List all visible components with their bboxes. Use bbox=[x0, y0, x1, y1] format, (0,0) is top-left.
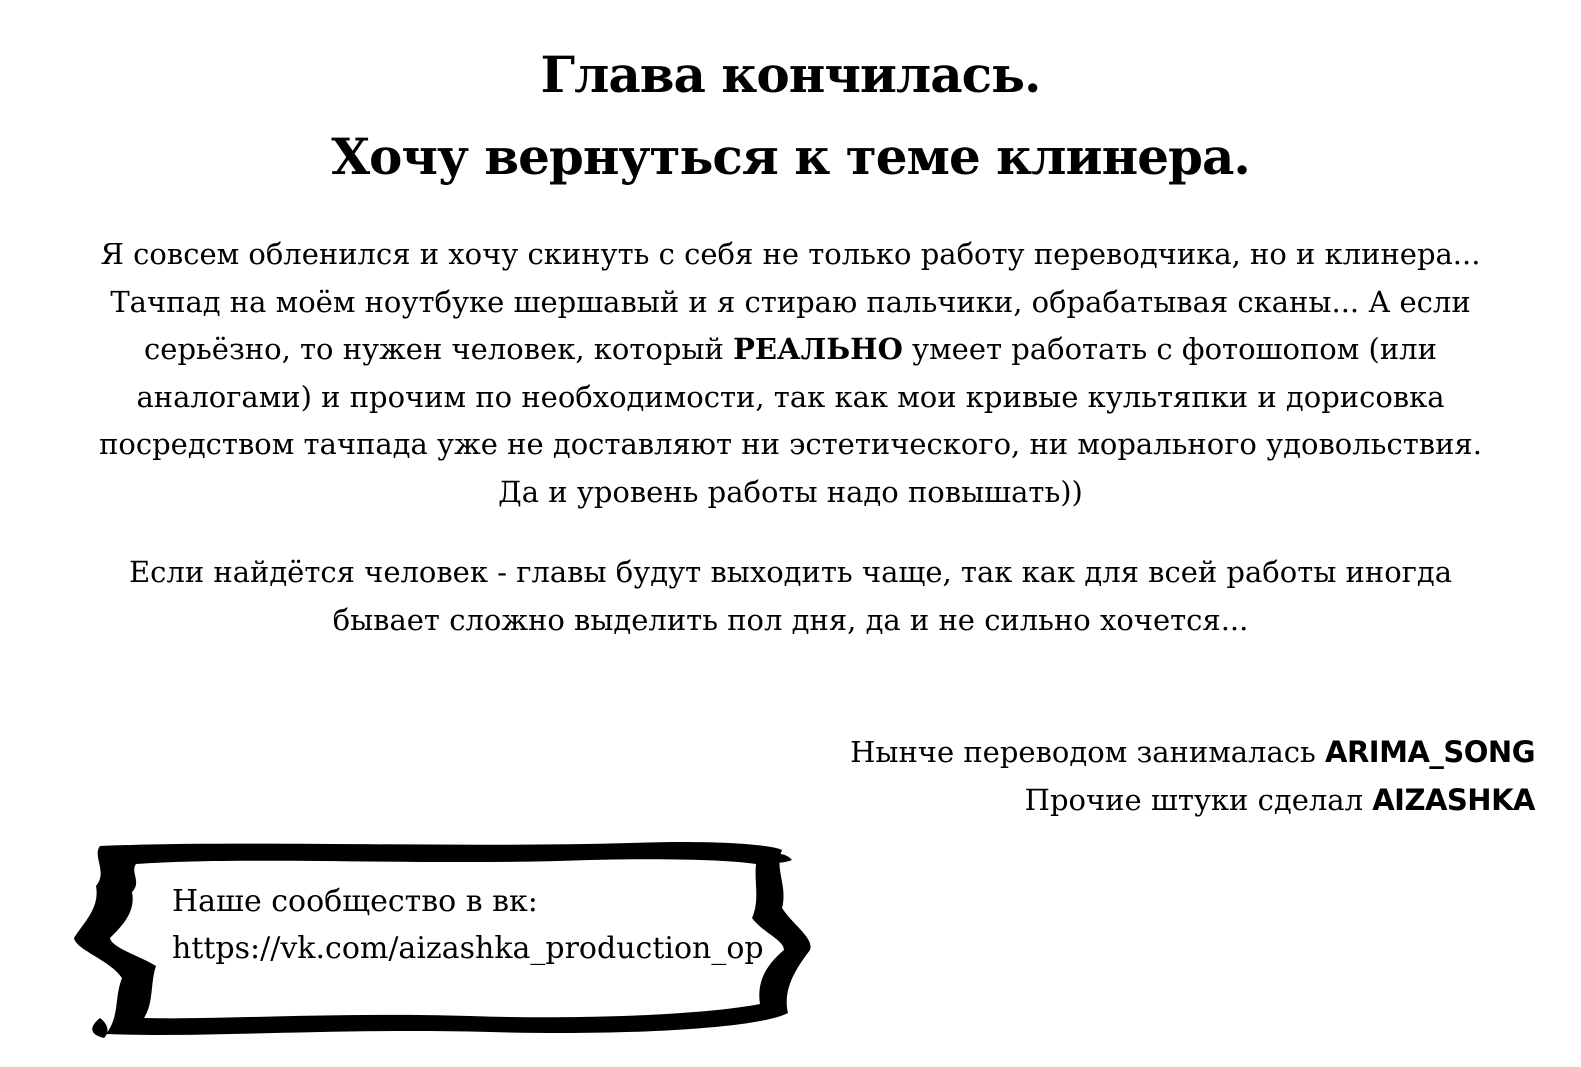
editor-name: AIZASHKA bbox=[1372, 783, 1535, 817]
paragraph-line: бывает сложно выделить пол дня, да и не сильно хочется... bbox=[332, 602, 1249, 637]
emphasis-text: РЕАЛЬНО bbox=[733, 332, 903, 366]
editor-credit bbox=[1024, 783, 1535, 817]
paragraph-text: серьёзно, то нужен человек, который bbox=[144, 332, 734, 366]
credit-label: Нынче переводом занималась bbox=[850, 735, 1326, 769]
credit-label: Прочие штуки сделал bbox=[1024, 783, 1373, 817]
paragraph-line: Тачпад на моём ноутбуке шершавый и я стираю пальчики, обрабатывая сканы... А если bbox=[110, 284, 1471, 319]
chapter-end-title: Глава кончилась. bbox=[540, 45, 1041, 104]
paragraph-line: Я совсем обленился и хочу скинуть с себя не только работу переводчика, но и клинера... bbox=[100, 237, 1481, 271]
translator-credit bbox=[850, 735, 1535, 769]
paragraph-line: посредством тачпада уже не доставляют ни эстетического, ни морального удовольствия. bbox=[99, 427, 1482, 461]
paragraph-line bbox=[70, 326, 1511, 374]
cleaner-topic-title: Хочу вернуться к теме клинера. bbox=[331, 127, 1250, 186]
paragraph-text: умеет работать с фотошопом (или bbox=[902, 332, 1437, 366]
release-frequency-paragraph bbox=[70, 549, 1511, 644]
paragraph-line: аналогами) и прочим по необходимости, так как мои кривые культяпки и дорисовка bbox=[136, 379, 1445, 414]
paragraph-line: Да и уровень работы надо повышать)) bbox=[498, 474, 1083, 509]
cleaner-request-paragraph bbox=[70, 231, 1511, 516]
community-link[interactable]: https://vk.com/aizashka_production_op bbox=[172, 931, 764, 966]
translator-name: ARIMA_SONG bbox=[1325, 735, 1535, 769]
paragraph-line: Если найдётся человек - главы будут выходить чаще, так как для всей работы иногда bbox=[129, 555, 1452, 589]
community-label: Наше сообщество в вк: bbox=[172, 884, 538, 919]
